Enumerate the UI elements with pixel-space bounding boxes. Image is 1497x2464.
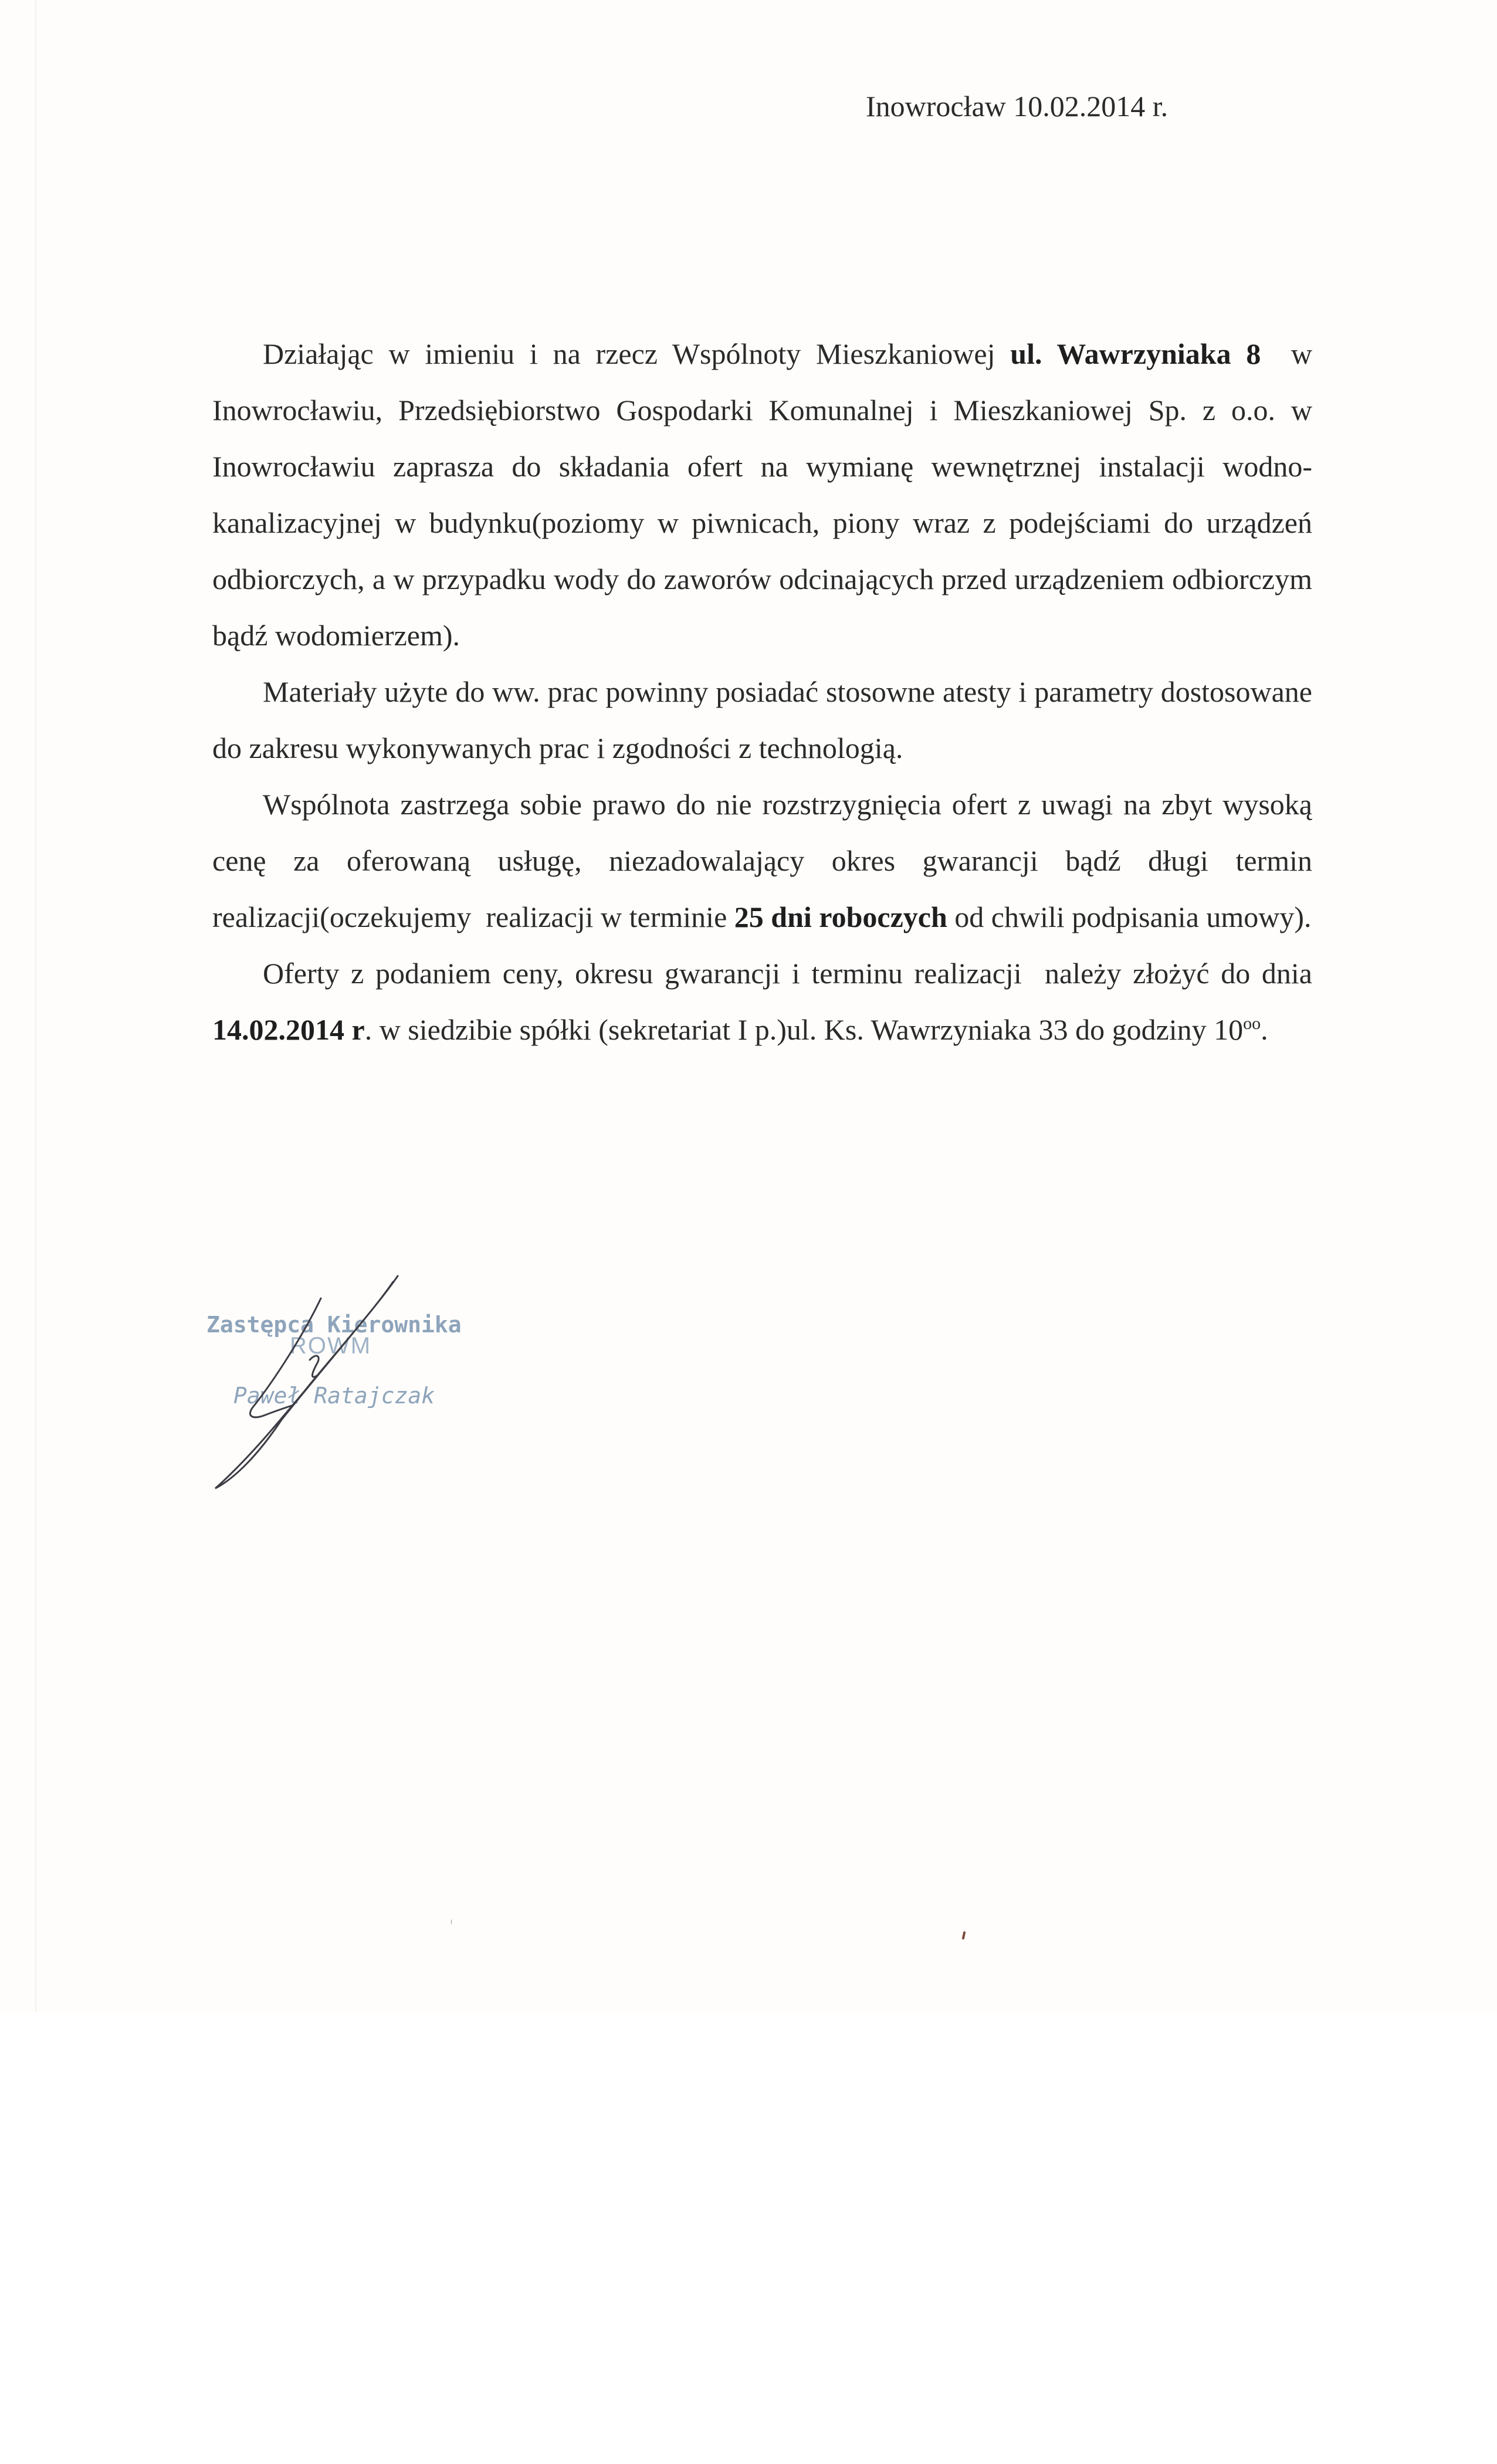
text-segment: Oferty z podaniem ceny, okresu gwarancji i terminu realizacji należy złożyć do dnia (263, 957, 1312, 990)
stamp-title: Zastępca Kierownika (206, 1312, 462, 1338)
text-segment: cenę za oferowaną usługę, niezadowalający okres gwarancji bądź długi termin (212, 844, 1312, 877)
place-and-date: Inowrocław 10.02.2014 r. (866, 90, 1169, 123)
text-segment: Materiały użyte do ww. prac powinny posiadać stosowne atesty i parametry dostosowane (263, 675, 1312, 708)
bold-text: ul. Wawrzyniaka 8 (1010, 337, 1261, 370)
text-segment: odbiorczych, a w przypadku wody do zaworów odcinających przed urządzeniem odbiorczym (212, 563, 1312, 595)
text-segment: kanalizacyjnej w budynku(poziomy w piwnicach, piony wraz z podejściami do urządzeń (212, 506, 1312, 539)
scan-artifact (451, 1920, 452, 1924)
signature-stroke (250, 1298, 321, 1417)
stamp-unit: ROWM (290, 1333, 372, 1359)
text-segment: bądź wodomierzem). (212, 619, 460, 652)
text-segment: realizacji(oczekujemy realizacji w terminie (212, 901, 734, 933)
stamp-name: Paweł Ratajczak (233, 1383, 435, 1409)
text-segment: Inowrocławiu zaprasza do składania ofert na wymianę wewnętrznej instalacji wodno- (212, 450, 1312, 483)
text-segment: w (1261, 337, 1312, 370)
superscript-text: oo (1243, 1014, 1261, 1033)
bold-text: 14.02.2014 r (212, 1013, 365, 1046)
signature-stroke (310, 1356, 319, 1377)
text-segment: . (1261, 1013, 1268, 1046)
bold-text: 25 dni roboczych (734, 901, 947, 933)
text-segment: Inowrocławiu, Przedsiębiorstwo Gospodarki Komunalnej i Mieszkaniowej Sp. z o.o. w (212, 394, 1312, 427)
text-segment: . w siedzibie spółki (sekretariat I p.)ul. Ks. Wawrzyniaka 33 do godziny 10 (364, 1013, 1244, 1046)
text-segment: od chwili podpisania umowy). (947, 901, 1312, 933)
text-segment: Działając w imieniu i na rzecz Wspólnoty Mieszkaniowej (263, 337, 1011, 370)
text-segment: Wspólnota zastrzega sobie prawo do nie rozstrzygnięcia ofert z uwagi na zbyt wysoką (263, 788, 1312, 821)
text-segment: do zakresu wykonywanych prac i zgodności z technologią. (212, 732, 903, 764)
signature-stroke (215, 1276, 398, 1488)
